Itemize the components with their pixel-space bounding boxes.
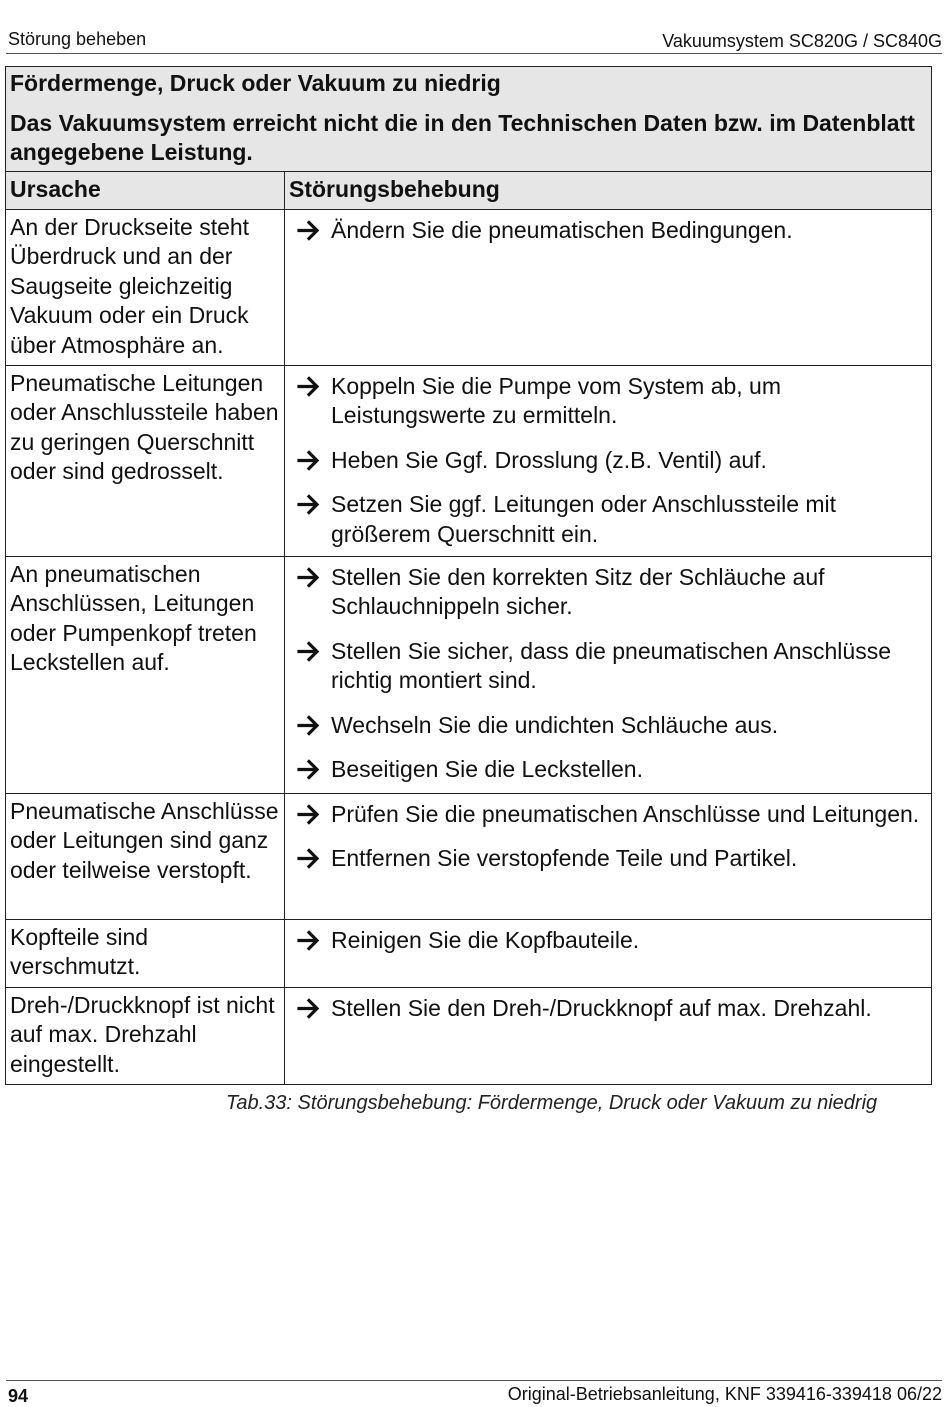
remedy-step-text: Prüfen Sie die pneumatischen Anschlüsse und Leitungen.	[331, 800, 920, 827]
table-row	[6, 209, 932, 365]
remedy-step-text: Heben Sie Ggf. Drosslung (z.B. Ventil) auf.	[331, 446, 767, 473]
arrow-right-icon	[297, 844, 321, 873]
remedy-step-text: Beseitigen Sie die Leckstellen.	[331, 756, 643, 782]
remedy-cell	[285, 556, 932, 793]
remedy-step	[297, 800, 921, 830]
table-row	[6, 556, 932, 793]
remedy-step	[297, 637, 921, 696]
arrow-right-icon	[297, 490, 321, 519]
remedy-cell	[285, 987, 932, 1084]
remedy-step-text: Wechseln Sie die undichten Schläuche aus.	[331, 711, 779, 738]
remedy-cell	[285, 365, 932, 556]
table-title-cell	[6, 67, 932, 172]
page-number: 94	[8, 1386, 29, 1406]
table-row	[6, 919, 932, 987]
remedy-step-text: Stellen Sie den Dreh-/Druckknopf auf max. Drehzahl.	[331, 994, 872, 1021]
arrow-right-icon	[297, 563, 321, 592]
remedy-step-text: Koppeln Sie die Pumpe vom System ab, um Leistungswerte zu ermitteln.	[331, 372, 782, 428]
document-reference: Original-Betriebsanleitung, KNF 339416-339418 06/22	[507, 1384, 942, 1404]
remedy-step	[297, 490, 921, 549]
remedy-cell	[285, 793, 932, 919]
troubleshooting-table	[5, 66, 932, 1085]
remedy-step	[297, 844, 921, 874]
arrow-right-icon	[297, 637, 321, 666]
remedy-step	[297, 994, 921, 1024]
arrow-right-icon	[297, 800, 321, 829]
table-row	[6, 365, 932, 556]
remedy-step-text: Entfernen Sie verstopfende Teile und Partikel.	[331, 845, 798, 871]
table-caption: Tab.33: Störungsbehebung: Fördermenge, Druck oder Vakuum zu niedrig	[226, 1092, 878, 1114]
remedy-step-text: Reinigen Sie die Kopfbauteile.	[331, 926, 640, 953]
header-section-title: Störung beheben	[8, 29, 147, 49]
table-row	[6, 987, 932, 1084]
remedy-step	[297, 372, 921, 431]
remedy-step	[297, 563, 921, 622]
cause-cell: Pneumatische Leitungen oder Anschlussteile haben zu geringen Querschnitt oder sind gedrosselt.	[6, 365, 285, 556]
remedy-cell	[285, 209, 932, 365]
remedy-step	[297, 216, 921, 246]
table-row	[6, 793, 932, 919]
arrow-right-icon	[297, 926, 321, 955]
arrow-right-icon	[297, 446, 321, 475]
column-header-cause: Ursache	[6, 171, 285, 209]
table-title: Fördermenge, Druck oder Vakuum zu niedrig	[10, 70, 501, 96]
arrow-right-icon	[297, 711, 321, 740]
cause-cell: An pneumatischen Anschlüssen, Leitungen oder Pumpenkopf treten Leckstellen auf.	[6, 556, 285, 793]
arrow-right-icon	[297, 372, 321, 401]
page-footer	[6, 1380, 942, 1405]
header-product-name: Vakuumsystem SC820G / SC840G	[662, 31, 942, 51]
page-header	[6, 29, 942, 54]
arrow-right-icon	[297, 994, 321, 1023]
cause-cell: Pneumatische Anschlüsse oder Leitungen sind ganz oder teilweise verstopft.	[6, 793, 285, 919]
cause-cell: Dreh-/Druckknopf ist nicht auf max. Drehzahl eingestellt.	[6, 987, 285, 1084]
remedy-step	[297, 926, 921, 956]
cause-cell: Kopfteile sind verschmutzt.	[6, 919, 285, 987]
remedy-cell	[285, 919, 932, 987]
arrow-right-icon	[297, 755, 321, 784]
table-subtitle: Das Vakuumsystem erreicht nicht die in den Technischen Daten bzw. im Datenblatt angegebene Leistung.	[10, 109, 915, 165]
cause-cell: An der Druckseite steht Überdruck und an der Saugseite gleichzeitig Vakuum oder ein Druck über Atmosphäre an.	[6, 209, 285, 365]
remedy-step-text: Ändern Sie die pneumatischen Bedingungen.	[331, 216, 793, 243]
remedy-step	[297, 755, 921, 785]
remedy-step-text: Setzen Sie ggf. Leitungen oder Anschlussteile mit größerem Querschnitt ein.	[331, 491, 837, 547]
remedy-step-text: Stellen Sie sicher, dass die pneumatischen Anschlüsse richtig montiert sind.	[331, 637, 891, 693]
remedy-step	[297, 446, 921, 476]
remedy-step	[297, 711, 921, 741]
remedy-step-text: Stellen Sie den korrekten Sitz der Schläuche auf Schlauchnippeln sicher.	[331, 563, 825, 619]
column-header-remedy: Störungsbehebung	[285, 171, 932, 209]
arrow-right-icon	[297, 216, 321, 245]
